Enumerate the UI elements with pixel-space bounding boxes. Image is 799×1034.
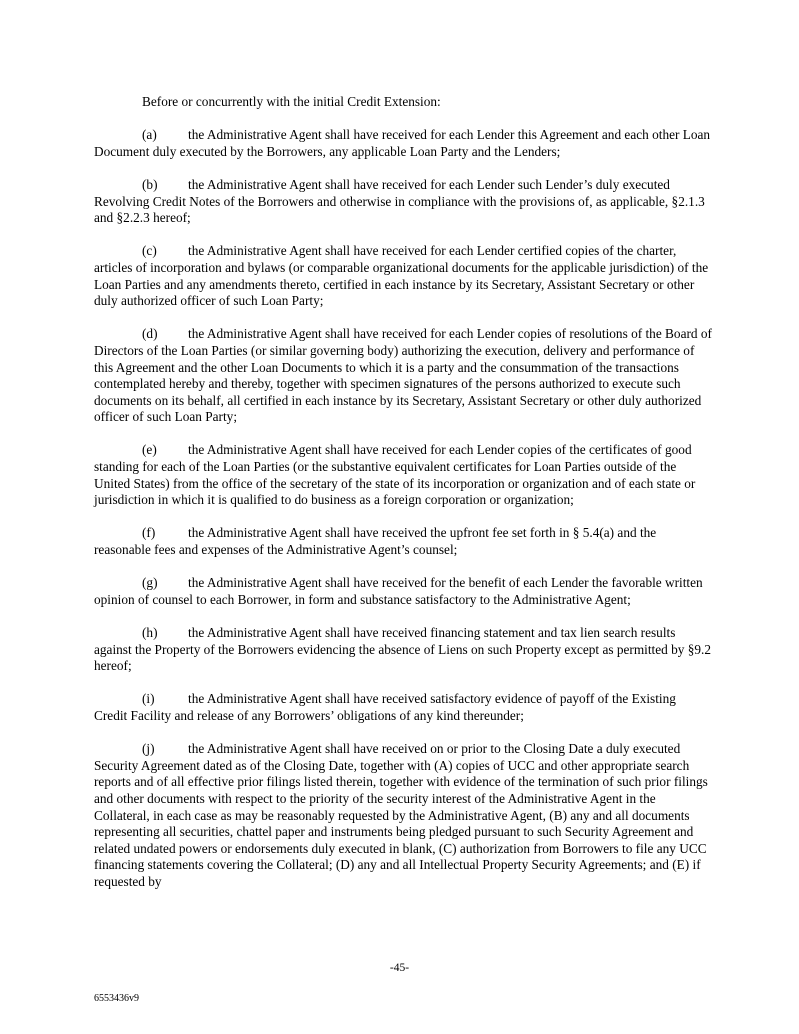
clause-f	[94, 525, 712, 558]
clause-text: the Administrative Agent shall have received the upfront fee set forth in § 5.4(a) and the reasonable fees and expenses of the Administrative Agent’s counsel;	[94, 525, 657, 558]
document-id: 6553436v9	[94, 993, 139, 1004]
clause-e	[94, 442, 712, 508]
clause-i	[94, 691, 712, 724]
clause-text: the Administrative Agent shall have received for each Lender such Lender’s duly executed Revolving Credit Notes of the Borrowers and otherwise in compliance with the provisions of, as applicable, §2.1.3 and §2.2.3 hereof;	[94, 176, 705, 226]
clause-label: (g)	[142, 575, 158, 591]
clause-text: the Administrative Agent shall have received financing statement and tax lien search results against the Property of the Borrowers evidencing the absence of Liens on such Property except as permitted by §9.2 hereof;	[94, 625, 712, 674]
clause-text: the Administrative Agent shall have received for each Lender certified copies of the charter, articles of incorporation and bylaws (or comparable organizational documents for the applicable jurisdiction) of the Loan Parties and any amendments thereto, certified in each instance by its Secretary, Assistant Secretary or other duly authorized officer of such Loan Party;	[94, 243, 709, 309]
clause-h	[94, 625, 712, 675]
clause-text: the Administrative Agent shall have received satisfactory evidence of payoff of the Existing Credit Facility and release of any Borrowers’ obligations of any kind thereunder;	[94, 691, 676, 723]
clause-label: (e)	[142, 442, 157, 458]
clause-a	[94, 127, 712, 160]
clause-label: (h)	[142, 625, 158, 640]
intro-sentence: Before or concurrently with the initial Credit Extension:	[142, 94, 441, 109]
clause-text: the Administrative Agent shall have received for each Lender copies of resolutions of the Board of Directors of the Loan Parties (or similar governing body) authorizing the execution, delivery and performance of this Agreement and the other Loan Documents to which it is a party and the consummation of the transactions contemplated hereby and thereby, together with specimen signatures of the persons authorized to execute such documents on its behalf, all certified in each instance by its Secretary, Assistant Secretary or other duly authorized officer of such Loan Party;	[94, 326, 712, 425]
clause-c	[94, 243, 712, 309]
clause-text: the Administrative Agent shall have received on or prior to the Closing Date a duly executed Security Agreement dated as of the Closing Date, together with (A) copies of UCC and other appropriate search reports and of all effective prior filings listed therein, together with evidence of the termination of such prior filings and other documents with respect to the priority of the security interest of the Administrative Agent in the Collateral, in each case as may be reasonably requested by the Administrative Agent, (B) any and all documents representing all securities, chattel paper and instruments being pledged pursuant to such Security Agreement and related undated powers or endorsements duly executed in blank, (C) authorization from Borrowers to file any UCC financing statements covering the Collateral; (D) any and all Intellectual Property Security Agreements; and (E) if requested by	[94, 741, 708, 889]
clause-label: (j)	[142, 741, 155, 757]
page-number: -45-	[389, 962, 410, 974]
clause-label: (a)	[142, 127, 157, 143]
clause-label: (i)	[142, 691, 155, 707]
clause-j	[94, 741, 712, 890]
clause-b	[94, 177, 712, 227]
clause-d	[94, 326, 712, 426]
clause-label: (b)	[142, 176, 158, 192]
clause-text: the Administrative Agent shall have received for each Lender copies of the certificates of good standing for each of the Loan Parties (or the substantive equivalent certificates for Loan Parties outside of the United States) from the office of the secretary of the state of its incorporation or organization and of each state or jurisdiction in which it is qualified to do business as a foreign corporation or organization;	[94, 442, 696, 508]
clause-text: the Administrative Agent shall have received for each Lender this Agreement and each other Loan Document duly executed by the Borrowers, any applicable Loan Party and the Lenders;	[94, 127, 711, 159]
clause-g	[94, 575, 712, 608]
document-body	[94, 94, 712, 907]
clause-text: the Administrative Agent shall have received for the benefit of each Lender the favorable written opinion of counsel to each Borrower, in form and substance satisfactory to the Administrative Agent;	[94, 575, 703, 607]
clause-label: (f)	[142, 525, 156, 541]
clause-label: (c)	[142, 243, 157, 259]
clause-label: (d)	[142, 326, 158, 342]
